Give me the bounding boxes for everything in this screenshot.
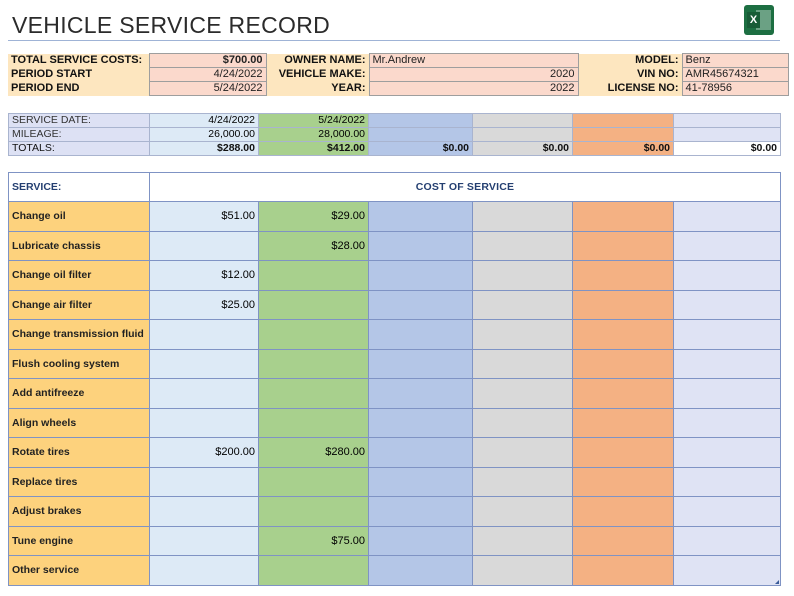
cost-cell[interactable]	[369, 231, 473, 261]
totals-row	[9, 142, 781, 156]
cost-cell[interactable]	[259, 349, 369, 379]
cost-cell[interactable]	[150, 408, 259, 438]
vin-label: VIN NO:	[578, 68, 682, 82]
info-row-1	[8, 54, 788, 68]
cost-cell[interactable]	[573, 438, 674, 468]
service-date-label: SERVICE DATE:	[9, 114, 150, 128]
cost-cell[interactable]	[473, 526, 573, 556]
service-name[interactable]: Change oil	[9, 202, 150, 232]
cost-cell[interactable]	[369, 467, 473, 497]
cost-cell[interactable]: $28.00	[259, 231, 369, 261]
service-name[interactable]: Adjust brakes	[9, 497, 150, 527]
year-value[interactable]: 2022	[369, 82, 578, 96]
cost-cell[interactable]	[473, 261, 573, 291]
total-cell: $0.00	[369, 142, 473, 156]
service-row	[9, 290, 781, 320]
service-row	[9, 556, 781, 586]
cost-cell[interactable]	[150, 526, 259, 556]
info-row-2	[8, 68, 788, 82]
cost-cell[interactable]	[369, 497, 473, 527]
vehicle-make-label: VEHICLE MAKE:	[266, 68, 369, 82]
service-name[interactable]: Other service	[9, 556, 150, 586]
cost-cell[interactable]: $12.00	[150, 261, 259, 291]
excel-x-glyph: X	[747, 12, 760, 28]
cost-cell[interactable]	[473, 438, 573, 468]
cost-cell[interactable]	[150, 556, 259, 586]
vehicle-make-value[interactable]: 2020	[369, 68, 578, 82]
cost-cell[interactable]	[573, 556, 674, 586]
cost-cell[interactable]	[674, 408, 781, 438]
service-name[interactable]: Change oil filter	[9, 261, 150, 291]
cost-cell[interactable]: $75.00	[259, 526, 369, 556]
service-date-cell[interactable]	[369, 114, 473, 128]
cost-cell[interactable]	[259, 467, 369, 497]
cost-cell[interactable]	[150, 349, 259, 379]
cost-cell[interactable]	[674, 379, 781, 409]
cost-cell[interactable]	[674, 526, 781, 556]
cost-cell[interactable]	[674, 349, 781, 379]
cost-cell[interactable]	[259, 261, 369, 291]
mileage-cell[interactable]	[369, 128, 473, 142]
total-cell: $288.00	[150, 142, 259, 156]
cost-cell[interactable]	[473, 408, 573, 438]
service-date-row	[9, 114, 781, 128]
service-row	[9, 408, 781, 438]
cost-of-service-header: COST OF SERVICE	[150, 173, 781, 202]
cost-cell[interactable]	[369, 261, 473, 291]
mileage-cell[interactable]	[473, 128, 573, 142]
mileage-cell[interactable]: 26,000.00	[150, 128, 259, 142]
cost-cell[interactable]	[674, 556, 781, 586]
period-end-label: PERIOD END	[8, 82, 149, 96]
cost-cell[interactable]: $29.00	[259, 202, 369, 232]
cost-cell[interactable]	[573, 320, 674, 350]
cost-cell[interactable]	[473, 497, 573, 527]
service-date-cell[interactable]	[473, 114, 573, 128]
period-start-value[interactable]: 4/24/2022	[149, 68, 266, 82]
period-start-label: PERIOD START	[8, 68, 149, 82]
total-cell: $0.00	[473, 142, 573, 156]
cost-cell[interactable]	[573, 231, 674, 261]
cost-cell[interactable]	[473, 556, 573, 586]
service-name[interactable]: Align wheels	[9, 408, 150, 438]
cost-cell[interactable]	[674, 290, 781, 320]
service-row	[9, 320, 781, 350]
cost-cell[interactable]	[369, 408, 473, 438]
service-row	[9, 467, 781, 497]
mileage-cell[interactable]	[573, 128, 674, 142]
service-row	[9, 349, 781, 379]
service-name[interactable]: Add antifreeze	[9, 379, 150, 409]
cost-cell[interactable]	[259, 556, 369, 586]
page-title: VEHICLE SERVICE RECORD	[12, 12, 331, 38]
service-name[interactable]: Change air filter	[9, 290, 150, 320]
cost-cell[interactable]	[473, 202, 573, 232]
cost-cell[interactable]	[573, 467, 674, 497]
cost-cell[interactable]	[259, 497, 369, 527]
cost-cell[interactable]	[674, 320, 781, 350]
cost-cell[interactable]	[369, 202, 473, 232]
total-cell: $0.00	[674, 142, 781, 156]
resize-handle-icon[interactable]	[775, 580, 779, 584]
cost-cell[interactable]	[473, 349, 573, 379]
services-header-row	[9, 173, 781, 202]
service-date-cell[interactable]	[573, 114, 674, 128]
title-underline	[8, 40, 780, 41]
vin-value[interactable]: AMR45674321	[682, 68, 788, 82]
cost-cell[interactable]: $280.00	[259, 438, 369, 468]
cost-cell[interactable]	[150, 320, 259, 350]
excel-icon[interactable]	[744, 5, 774, 35]
services-table	[8, 172, 781, 586]
owner-name-label: OWNER NAME:	[266, 54, 369, 68]
cost-cell[interactable]	[573, 349, 674, 379]
service-row	[9, 231, 781, 261]
model-label: MODEL:	[578, 54, 682, 68]
service-row	[9, 379, 781, 409]
period-end-value[interactable]: 5/24/2022	[149, 82, 266, 96]
mileage-cell[interactable]: 28,000.00	[259, 128, 369, 142]
cost-cell[interactable]	[573, 290, 674, 320]
service-row	[9, 202, 781, 232]
cost-cell[interactable]	[473, 467, 573, 497]
cost-cell[interactable]	[674, 202, 781, 232]
service-date-cell[interactable]: 4/24/2022	[150, 114, 259, 128]
vehicle-info-table	[8, 53, 789, 96]
service-date-cell[interactable]: 5/24/2022	[259, 114, 369, 128]
cost-cell[interactable]	[369, 379, 473, 409]
total-costs-value[interactable]: $700.00	[149, 54, 266, 68]
service-row	[9, 261, 781, 291]
service-name[interactable]: Rotate tires	[9, 438, 150, 468]
cost-cell[interactable]	[259, 320, 369, 350]
service-row	[9, 526, 781, 556]
cost-cell[interactable]	[369, 320, 473, 350]
cost-cell[interactable]	[369, 349, 473, 379]
cost-cell[interactable]	[674, 467, 781, 497]
cost-cell[interactable]	[150, 231, 259, 261]
totals-label: TOTALS:	[9, 142, 150, 156]
year-label: YEAR:	[266, 82, 369, 96]
cost-cell[interactable]	[259, 290, 369, 320]
cost-cell[interactable]	[573, 261, 674, 291]
service-row	[9, 438, 781, 468]
cost-cell[interactable]	[369, 290, 473, 320]
mileage-cell[interactable]	[674, 128, 781, 142]
service-name[interactable]: Lubricate chassis	[9, 231, 150, 261]
cost-cell[interactable]	[259, 408, 369, 438]
cost-cell[interactable]	[473, 231, 573, 261]
cost-cell[interactable]	[259, 379, 369, 409]
license-label: LICENSE NO:	[578, 82, 682, 96]
cost-cell[interactable]	[573, 497, 674, 527]
mileage-label: MILEAGE:	[9, 128, 150, 142]
total-cell: $0.00	[573, 142, 674, 156]
service-name[interactable]: Change transmission fluid	[9, 320, 150, 350]
cost-cell[interactable]	[674, 497, 781, 527]
total-costs-label: TOTAL SERVICE COSTS:	[8, 54, 149, 68]
cost-cell[interactable]	[150, 379, 259, 409]
cost-cell[interactable]	[150, 467, 259, 497]
cost-cell[interactable]: $200.00	[150, 438, 259, 468]
service-row	[9, 497, 781, 527]
license-value[interactable]: 41-78956	[682, 82, 788, 96]
total-cell: $412.00	[259, 142, 369, 156]
cost-cell[interactable]	[573, 202, 674, 232]
service-name[interactable]: Replace tires	[9, 467, 150, 497]
cost-cell[interactable]	[573, 379, 674, 409]
cost-cell[interactable]	[573, 526, 674, 556]
cost-cell[interactable]	[674, 261, 781, 291]
cost-cell[interactable]	[473, 320, 573, 350]
cost-cell[interactable]	[473, 379, 573, 409]
cost-cell[interactable]	[369, 556, 473, 586]
service-header: SERVICE:	[9, 173, 150, 202]
cost-cell[interactable]	[369, 526, 473, 556]
info-row-3	[8, 82, 788, 96]
model-value[interactable]: Benz	[682, 54, 788, 68]
service-date-cell[interactable]	[674, 114, 781, 128]
cost-cell[interactable]	[150, 497, 259, 527]
cost-cell[interactable]: $25.00	[150, 290, 259, 320]
cost-cell[interactable]: $51.00	[150, 202, 259, 232]
cost-cell[interactable]	[674, 438, 781, 468]
service-name[interactable]: Tune engine	[9, 526, 150, 556]
cost-cell[interactable]	[674, 231, 781, 261]
cost-cell[interactable]	[573, 408, 674, 438]
service-dates-table	[8, 113, 781, 156]
cost-cell[interactable]	[473, 290, 573, 320]
owner-name-value[interactable]: Mr.Andrew	[369, 54, 578, 68]
cost-cell[interactable]	[369, 438, 473, 468]
mileage-row	[9, 128, 781, 142]
service-name[interactable]: Flush cooling system	[9, 349, 150, 379]
